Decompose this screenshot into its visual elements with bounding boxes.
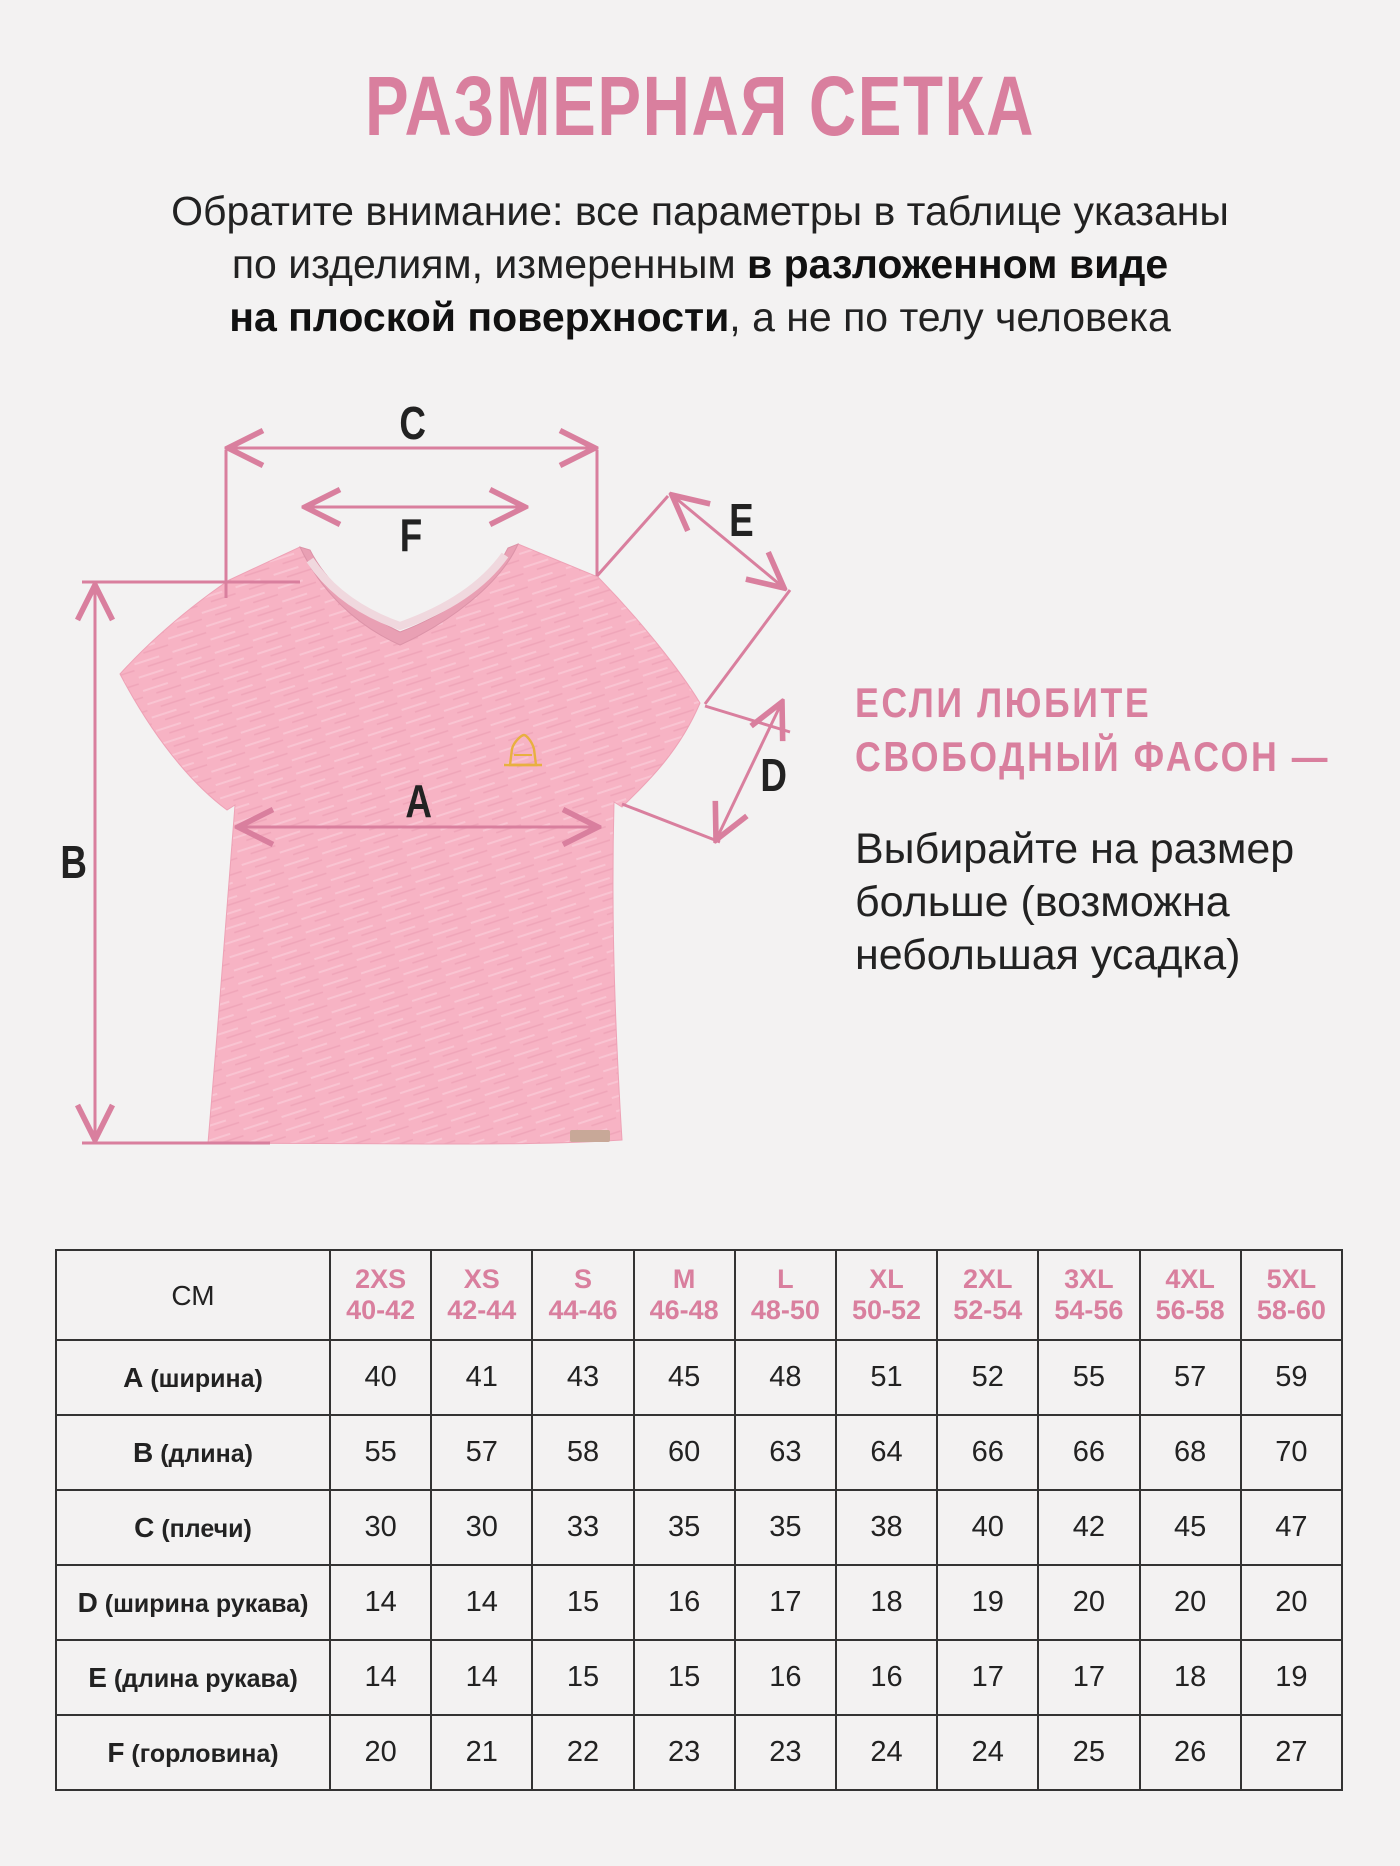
- table-cell: 57: [431, 1415, 532, 1490]
- table-cell: 35: [735, 1490, 836, 1565]
- parameter-letter: E: [88, 1661, 107, 1693]
- table-cell: 17: [1038, 1640, 1139, 1715]
- table-row: [56, 1415, 1342, 1490]
- size-label: 3XL: [1064, 1264, 1114, 1294]
- size-label: 2XS: [355, 1264, 407, 1294]
- table-cell: 59: [1241, 1340, 1342, 1415]
- subtitle-line-3-text: , а не по телу человека: [729, 294, 1171, 340]
- loose-fit-note-line-2: больше (возможна: [855, 878, 1230, 926]
- size-table-body: [56, 1340, 1342, 1790]
- table-cell: 55: [330, 1415, 431, 1490]
- size-header-l: [735, 1250, 836, 1340]
- subtitle-line-3: [0, 291, 1400, 344]
- table-cell: 41: [431, 1340, 532, 1415]
- size-label: M: [672, 1264, 696, 1294]
- table-cell: 47: [1241, 1490, 1342, 1565]
- table-row: [56, 1340, 1342, 1415]
- label-c: C: [399, 397, 426, 449]
- table-cell: 20: [330, 1715, 431, 1790]
- subtitle-line-2-text: по изделиям, измеренным: [231, 241, 748, 287]
- parameter-name: [56, 1715, 330, 1790]
- loose-fit-note: [855, 823, 1375, 982]
- loose-fit-heading: [855, 676, 1375, 784]
- table-cell: 26: [1140, 1715, 1241, 1790]
- loose-fit-note-line-1: Выбирайте на размер: [855, 825, 1295, 873]
- subtitle-line-3-bold: на плоской поверхности: [229, 294, 730, 340]
- table-cell: 63: [735, 1415, 836, 1490]
- table-row: [56, 1715, 1342, 1790]
- subtitle: [0, 185, 1400, 344]
- table-cell: 16: [836, 1640, 937, 1715]
- size-header-s: [532, 1250, 633, 1340]
- table-cell: 27: [1241, 1715, 1342, 1790]
- loose-fit-note-line-3: небольшая усадка): [855, 931, 1241, 979]
- table-cell: 23: [634, 1715, 735, 1790]
- table-cell: 16: [735, 1640, 836, 1715]
- size-range: 50-52: [852, 1295, 922, 1325]
- subtitle-line-2-bold: в разложенном виде: [747, 241, 1169, 287]
- table-cell: 64: [836, 1415, 937, 1490]
- size-header-xl: [836, 1250, 937, 1340]
- parameter-name: [56, 1640, 330, 1715]
- table-cell: 40: [937, 1490, 1038, 1565]
- subtitle-line-2: [0, 238, 1400, 291]
- table-cell: 15: [532, 1640, 633, 1715]
- table-cell: 38: [836, 1490, 937, 1565]
- size-header-3xl: [1038, 1250, 1139, 1340]
- table-cell: 51: [836, 1340, 937, 1415]
- table-cell: 14: [431, 1640, 532, 1715]
- parameter-name: [56, 1340, 330, 1415]
- size-header-5xl: [1241, 1250, 1342, 1340]
- size-label: 4XL: [1165, 1264, 1215, 1294]
- table-cell: 18: [836, 1565, 937, 1640]
- size-range: 44-46: [548, 1295, 618, 1325]
- table-cell: 66: [937, 1415, 1038, 1490]
- table-cell: 40: [330, 1340, 431, 1415]
- table-cell: 45: [1140, 1490, 1241, 1565]
- table-cell: 19: [937, 1565, 1038, 1640]
- table-cell: 33: [532, 1490, 633, 1565]
- table-cell: 66: [1038, 1415, 1139, 1490]
- table-cell: 18: [1140, 1640, 1241, 1715]
- table-cell: 20: [1241, 1565, 1342, 1640]
- parameter-letter: D: [77, 1586, 98, 1618]
- parameter-letter: B: [133, 1436, 154, 1468]
- size-label: XS: [463, 1264, 500, 1294]
- size-range: 40-42: [346, 1295, 416, 1325]
- table-row: [56, 1565, 1342, 1640]
- table-cell: 58: [532, 1415, 633, 1490]
- size-header-2xl: [937, 1250, 1038, 1340]
- size-header-m: [634, 1250, 735, 1340]
- parameter-label: (плечи): [154, 1514, 252, 1543]
- label-e: E: [729, 494, 754, 546]
- table-cell: 15: [634, 1640, 735, 1715]
- parameter-letter: C: [134, 1511, 155, 1543]
- label-a: A: [405, 775, 432, 827]
- table-cell: 16: [634, 1565, 735, 1640]
- parameter-label: (ширина рукава): [97, 1589, 309, 1618]
- size-range: 56-58: [1155, 1295, 1225, 1325]
- table-cell: 57: [1140, 1340, 1241, 1415]
- size-range: 42-44: [447, 1295, 517, 1325]
- table-cell: 23: [735, 1715, 836, 1790]
- label-d: D: [760, 749, 787, 801]
- table-cell: 70: [1241, 1415, 1342, 1490]
- parameter-letter: F: [107, 1736, 125, 1768]
- size-range: 54-56: [1054, 1295, 1124, 1325]
- table-row: [56, 1640, 1342, 1715]
- table-cell: 20: [1140, 1565, 1241, 1640]
- size-range: 46-48: [649, 1295, 719, 1325]
- parameter-letter: A: [123, 1361, 144, 1393]
- parameter-label: (длина): [153, 1439, 253, 1468]
- page-title: РАЗМЕРНАЯ СЕТКА: [365, 59, 1035, 153]
- table-cell: 22: [532, 1715, 633, 1790]
- size-header-2xs: [330, 1250, 431, 1340]
- table-cell: 17: [735, 1565, 836, 1640]
- parameter-name: [56, 1565, 330, 1640]
- size-range: 52-54: [953, 1295, 1023, 1325]
- table-cell: 14: [431, 1565, 532, 1640]
- size-label: L: [777, 1264, 794, 1294]
- size-range: 48-50: [750, 1295, 820, 1325]
- table-cell: 52: [937, 1340, 1038, 1415]
- size-label: 5XL: [1266, 1264, 1317, 1294]
- table-row: [56, 1490, 1342, 1565]
- table-cell: 19: [1241, 1640, 1342, 1715]
- table-cell: 15: [532, 1565, 633, 1640]
- size-table: [55, 1249, 1343, 1791]
- unit-header: СМ: [56, 1250, 330, 1340]
- parameter-label: (ширина): [143, 1364, 263, 1393]
- label-f: F: [399, 509, 423, 561]
- size-header-4xl: [1140, 1250, 1241, 1340]
- table-cell: 43: [532, 1340, 633, 1415]
- table-cell: 55: [1038, 1340, 1139, 1415]
- table-cell: 30: [431, 1490, 532, 1565]
- table-cell: 14: [330, 1640, 431, 1715]
- size-label: S: [573, 1264, 592, 1294]
- size-header-xs: [431, 1250, 532, 1340]
- table-cell: 25: [1038, 1715, 1139, 1790]
- subtitle-line-1: Обратите внимание: все параметры в таблице указаны: [171, 188, 1229, 234]
- tshirt-measurement-diagram: [0, 380, 820, 1180]
- loose-fit-heading-line-2: СВОБОДНЫЙ ФАСОН —: [855, 733, 1331, 780]
- table-cell: 35: [634, 1490, 735, 1565]
- size-range: 58-60: [1256, 1295, 1326, 1325]
- parameter-label: (длина рукава): [106, 1664, 298, 1693]
- parameter-name: [56, 1490, 330, 1565]
- size-table-header-row: [56, 1250, 1342, 1340]
- parameter-label: (горловина): [124, 1739, 279, 1768]
- size-label: 2XL: [962, 1264, 1013, 1294]
- table-cell: 48: [735, 1340, 836, 1415]
- table-cell: 68: [1140, 1415, 1241, 1490]
- table-cell: 45: [634, 1340, 735, 1415]
- table-cell: 17: [937, 1640, 1038, 1715]
- parameter-name: [56, 1415, 330, 1490]
- table-cell: 30: [330, 1490, 431, 1565]
- table-cell: 21: [431, 1715, 532, 1790]
- hem-tag: [570, 1130, 610, 1142]
- loose-fit-heading-line-1: ЕСЛИ ЛЮБИТЕ: [855, 679, 1152, 726]
- size-label: XL: [869, 1264, 904, 1294]
- table-cell: 24: [836, 1715, 937, 1790]
- table-cell: 24: [937, 1715, 1038, 1790]
- table-cell: 60: [634, 1415, 735, 1490]
- label-b: B: [60, 836, 87, 888]
- table-cell: 20: [1038, 1565, 1139, 1640]
- table-cell: 14: [330, 1565, 431, 1640]
- table-cell: 42: [1038, 1490, 1139, 1565]
